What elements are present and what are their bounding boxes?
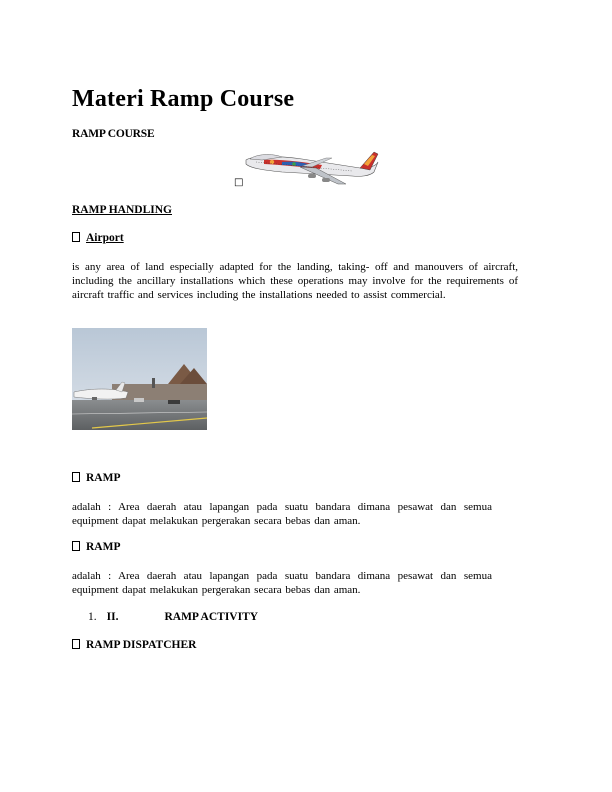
airplane-image [242, 150, 380, 192]
ramp-definition-2: adalah : Area daerah atau lapangan pada suatu bandara dimana pesawat dan semua equipment dapat melakukan pergerakan secara bebas dan aman. [72, 570, 492, 596]
ramp-dispatcher-heading [72, 639, 196, 651]
ramp-definition-1: adalah : Area daerah atau lapangan pada suatu bandara dimana pesawat dan semua equipment dapat melakukan pergerakan secara bebas dan aman. [72, 501, 492, 527]
ramp-handling-heading: RAMP HANDLING [72, 204, 172, 216]
airport-heading [72, 232, 124, 244]
list-roman: II. [106, 611, 119, 623]
list-label: RAMP ACTIVITY [164, 611, 259, 623]
image-bullet-icon: □ [234, 177, 244, 188]
list-item-ramp-activity [88, 611, 258, 623]
bullet-icon [72, 472, 80, 482]
subheading: RAMP COURSE [72, 128, 155, 140]
bullet-icon [72, 639, 80, 649]
ramp-heading-1-label: RAMP [86, 472, 121, 484]
ramp-dispatcher-label: RAMP DISPATCHER [86, 639, 197, 651]
ramp-heading-1 [72, 472, 121, 484]
list-number: 1. [88, 611, 97, 623]
bullet-icon [72, 541, 80, 551]
airport-definition: is any area of land especially adapted for the landing, taking- off and manouvers of aircraft, including the ancillary installations which these operations may involve for the requirements of aircraft traffic and services including the installations needed to assist commercial. [72, 261, 518, 301]
ramp-heading-2 [72, 541, 121, 553]
page-title: Materi Ramp Course [72, 86, 295, 112]
bullet-icon [72, 232, 80, 242]
ramp-heading-2-label: RAMP [86, 541, 121, 553]
airport-heading-label: Airport [86, 232, 124, 244]
airport-photo [72, 328, 207, 430]
